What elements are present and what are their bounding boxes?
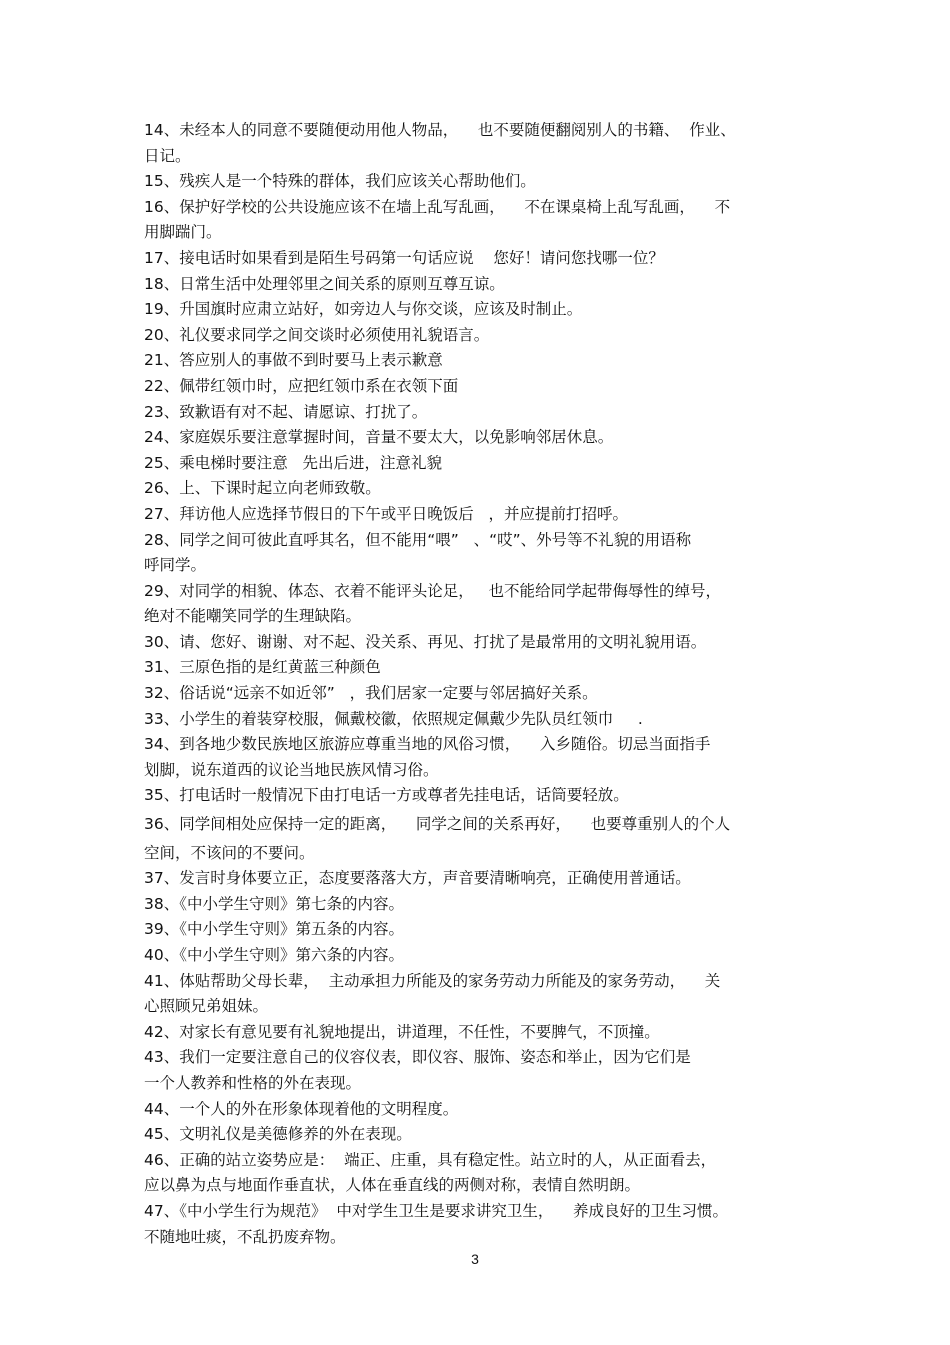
text-line: 日记。 xyxy=(144,146,191,165)
text-line: 40、《中小学生守则》第六条的内容。 xyxy=(144,946,404,964)
text-line: 44、一个人的外在形象体现着他的文明程度。 xyxy=(144,1099,459,1118)
text-line: 不随地吐痰，不乱扔废弃物。 xyxy=(144,1227,346,1246)
document-body xyxy=(144,118,812,1250)
text-line: 38、《中小学生守则》第七条的内容。 xyxy=(144,894,404,913)
text-line: 用脚踹门。 xyxy=(144,223,222,242)
text-line: 17、接电话时如果看到是陌生号码第一句话应说 您好！请问您找哪一位？ xyxy=(144,248,664,267)
text-line: 18、日常生活中处理邻里之间关系的原则互尊互谅。 xyxy=(144,274,505,293)
text-line: 36、同学间相处应保持一定的距离， 同学之间的关系再好， 也要尊重别人的个人 xyxy=(144,815,731,834)
text-line: 呼同学。 xyxy=(144,556,207,575)
text-line: 空间，不该问的不要问。 xyxy=(144,843,315,862)
text-line: 14、未经本人的同意不要随便动用他人物品， 也不要随便翻阅别人的书籍、 作业、 xyxy=(144,121,736,139)
text-line: 30、请、您好、谢谢、对不起、没关系、再见、打扰了是最常用的文明礼貌用语。 xyxy=(144,632,707,651)
text-line: 45、文明礼仪是美德修养的外在表现。 xyxy=(144,1125,412,1144)
text-line: 20、礼仪要求同学之间交谈时必须使用礼貌语言。 xyxy=(144,325,490,344)
text-line: 16、保护好学校的公共设施应该不在墙上乱写乱画， 不在课桌椅上乱写乱画， 不 xyxy=(144,197,731,216)
text-line: 21、答应别人的事做不到时要马上表示歉意 xyxy=(144,351,443,370)
text-line: 应以鼻为点与地面作垂直状，人体在垂直线的两侧对称，表情自然明朗。 xyxy=(144,1176,641,1195)
text-line: 42、对家长有意见要有礼貌地提出，讲道理，不任性，不要脾气，不顶撞。 xyxy=(144,1022,660,1041)
text-line: 26、上、下课时起立向老师致敬。 xyxy=(144,479,381,498)
text-line: 39、《中小学生守则》第五条的内容。 xyxy=(144,920,404,939)
text-line: 27、拜访他人应选择节假日的下午或平日晚饭后 ，并应提前打招呼。 xyxy=(144,504,629,523)
text-line: 23、致歉语有对不起、请愿谅、打扰了。 xyxy=(144,402,428,421)
text-line: 29、对同学的相貌、体态、衣着不能评头论足， 也不能给同学起带侮辱性的绰号， xyxy=(144,581,722,600)
text-line: 28、同学之间可彼此直呼其名，但不能用“喂” 、“哎”、外号等不礼貌的用语称 xyxy=(144,530,692,549)
text-line: 33、小学生的着装穿校服，佩戴校徽，依照规定佩戴少先队员红领巾 . xyxy=(144,709,643,728)
text-line: 46、正确的站立姿势应是： 端正、庄重，具有稳定性。站立时的人，从正面看去， xyxy=(144,1150,717,1169)
text-line: 32、俗话说“远亲不如近邻” ，我们居家一定要与邻居搞好关系。 xyxy=(144,684,598,703)
text-line: 19、升国旗时应肃立站好，如旁边人与你交谈，应该及时制止。 xyxy=(144,300,583,319)
text-line: 43、我们一定要注意自己的仪容仪表，即仪容、服饰、姿态和举止，因为它们是 xyxy=(144,1048,691,1067)
text-line: 一个人教养和性格的外在表现。 xyxy=(144,1073,362,1092)
text-line: 41、体贴帮助父母长辈， 主动承担力所能及的家务劳动力所能及的家务劳动， 关 xyxy=(144,971,721,990)
text-line: 34、到各地少数民族地区旅游应尊重当地的风俗习惯， 入乡随俗。切忌当面指手 xyxy=(144,735,711,754)
text-line: 31、三原色指的是红黄蓝三种颜色 xyxy=(144,658,381,677)
text-line: 24、家庭娱乐要注意掌握时间，音量不要太大，以免影响邻居休息。 xyxy=(144,428,614,447)
text-line: 25、乘电梯时要注意 先出后进，注意礼貌 xyxy=(144,453,443,472)
page-number: 3 xyxy=(471,1251,479,1267)
text-line: 15、残疾人是一个特殊的群体，我们应该关心帮助他们。 xyxy=(144,172,536,191)
text-line: 心照顾兄弟姐妹。 xyxy=(144,997,269,1016)
text-line: 47、《中小学生行为规范》 中对学生卫生是要求讲究卫生， 养成良好的卫生习惯。 xyxy=(144,1201,729,1220)
text-line: 22、佩带红领巾时，应把红领巾系在衣领下面 xyxy=(144,376,459,395)
text-line: 35、打电话时一般情况下由打电话一方或尊者先挂电话，话筒要轻放。 xyxy=(144,786,629,805)
text-line: 划脚，说东道西的议论当地民族风情习俗。 xyxy=(144,760,439,779)
text-line: 37、发言时身体要立正，态度要落落大方，声音要清晰响亮，正确使用普通话。 xyxy=(144,869,691,888)
text-line: 绝对不能嘲笑同学的生理缺陷。 xyxy=(144,607,362,626)
